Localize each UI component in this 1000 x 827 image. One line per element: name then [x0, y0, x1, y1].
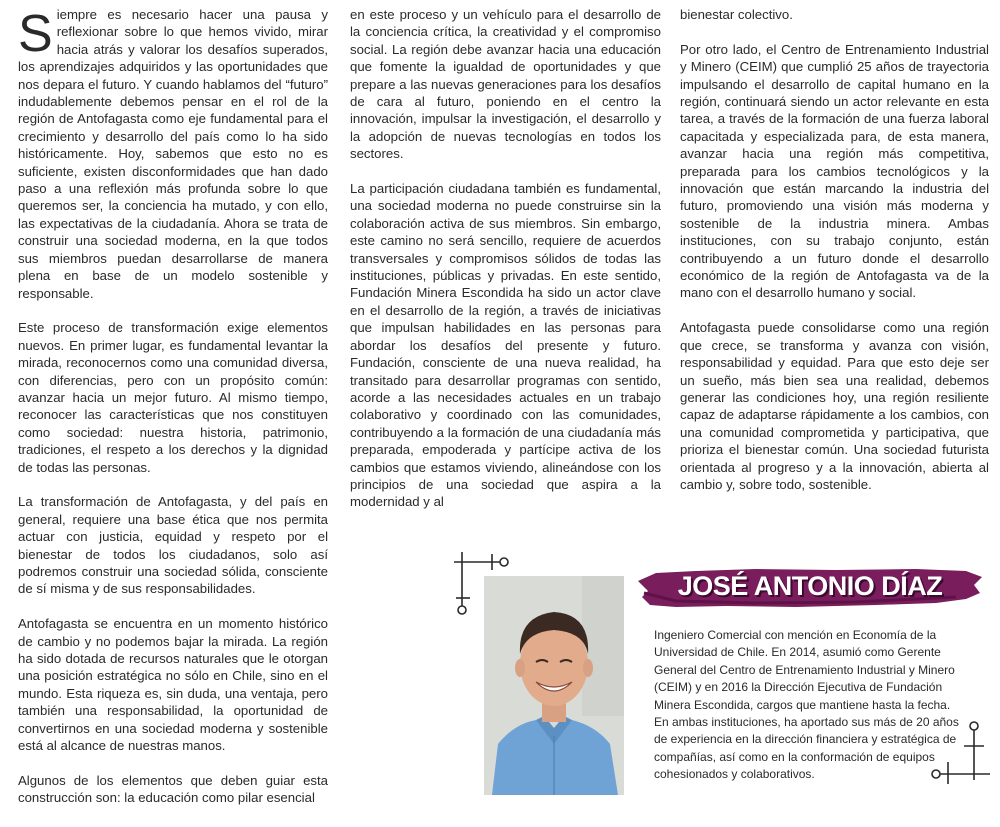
- ornament-bottom-right-icon: [930, 718, 992, 788]
- article-column-2: [350, 6, 661, 528]
- paragraph-9: Por otro lado, el Centro de Entrenamiento Industrial y Minero (CEIM) que cumplió 25 años de trayectoria impulsando el desarrollo de capital humano en la región, continuará siendo un actor relevante en esta tarea, a través de la formación de una fuerza laboral capacitada y especializada para, de esta manera, avanzar hacia una región más competitiva, preparada para los cambios tecnológicos y la innovación que están marcando la industria del futuro, promoviendo una visión más moderna y sostenible de la industria minera. Ambas instituciones, con su trabajo conjunto, están contribuyendo a un futuro donde el desarrollo económico de la región de Antofagasta va de la mano con el desarrollo humano y social.: [680, 41, 989, 301]
- author-photo: [484, 576, 624, 795]
- paragraph-1: [18, 6, 328, 302]
- paragraph-10: Antofagasta puede consolidarse como una región que crece, se transforma y avanza con visión, responsabilidad y equidad. Para que esto deje ser un sueño, más bien sea una realidad, debemos generar las condiciones hoy, una región resiliente capaz de adaptarse rápidamente a los cambios, con una comunidad comprometida y participativa, que prioriza el bienestar común. Una sociedad futurista orientada al progreso y a la innovación, abierta al cambio y, sobre todo, sostenible.: [680, 320, 989, 492]
- paragraph-5: Algunos de los elementos que deben guiar esta construcción son: la educación como pilar esencial: [18, 772, 328, 806]
- paragraph-8: bienestar colectivo.: [680, 7, 793, 22]
- author-portrait-icon: [484, 576, 624, 795]
- paragraph-1-text: iempre es necesario hacer una pausa y reflexionar sobre lo que hemos vivido, mirar hacia atrás y valorar los desafíos superados, los aprendizajes adquiridos y las oportunidades que nos depara el futuro. Y cuando hablamos del “futuro” indudablemente debemos pensar en el rol de la región de Antofagasta como eje fundamental para el crecimiento y desarrollo del país como lo ha sido históricamente. Hoy, sabemos que esto no es suficiente, existen disconformidades que han dado paso a una reflexión más profunda sobre lo que queremos ser, la conciencia ha mutado, y con ello, las expectativas de la ciudadanía. Ahora se trata de construir una sociedad moderna, en la que todos sus miembros puedan desarrollarse de manera plena en base de un modelo sostenible y responsable.: [18, 7, 328, 301]
- paragraph-4: Antofagasta se encuentra en un momento histórico de cambio y no podemos bajar la mirada. La región ha sido dotada de recursos naturales que le otorgan una posición estratégica no sólo en Chile, sino en el mundo. Esta riqueza es, sin duda, una ventaja, pero también una responsabilidad, la oportunidad de convertirnos en una sociedad moderna y sostenible está al alcance de nuestras manos.: [18, 616, 328, 754]
- paragraph-7: La participación ciudadana también es fundamental, una sociedad moderna no puede construirse sin la colaboración activa de sus miembros. Sin embargo, este camino no será sencillo, requiere de acuerdos transversales y compromisos sólidos de todas las instituciones, públicas y privadas. En este sentido, Fundación Minera Escondida ha sido un actor clave en el desarrollo de la región, a través de iniciativas que impulsan habilidades en las personas para abordar los desafíos del presente y futuro. Fundación, consciente de una nueva realidad, ha transitado para desarrollar programas con sentido, acorde a las necesidades actuales en un trabajo colaborativo y coordinado con las comunidades, contribuyendo a la formación de una ciudadanía más preparada, empoderada y partícipe activa de los cambios que estamos viviendo, alineándose con los principios de una sociedad que aspira a la modernidad y al: [350, 181, 661, 510]
- author-name: JOSÉ ANTONIO DÍAZ: [677, 570, 943, 601]
- paragraph-3: La transformación de Antofagasta, y del país en general, requiere una base ética que nos permita actuar con justicia, equidad y respeto por el bienestar de todos los ciudadanos, solo así podremos construir una sociedad sólida, consciente de sí misma y de sus responsabilidades.: [18, 494, 328, 597]
- paragraph-2: Este proceso de transformación exige elementos nuevos. En primer lugar, es fundamental levantar la mirada, reconocernos como una comunidad diversa, con diferencias, pero con un propósito común: avanzar hacia un mejor futuro. Al mismo tiempo, reconocer las características que nos constituyen como sociedad: nuestra historia, patrimonio, tradiciones, el respeto a los derechos y la dignidad de todas las personas.: [18, 320, 328, 475]
- author-bio: Ingeniero Comercial con mención en Economía de la Universidad de Chile. En 2014, asumió como Gerente General del Centro de Entrenamiento Industrial y Minero (CEIM) y en 2016 la Dirección Ejecutiva de Fundación Minera Escondida, cargos que mantiene hasta la fecha. En ambas instituciones, ha aportado sus más de 20 años de experiencia en la dirección financiera y estratégica de compañías, así como en la conformación de equipos cohesionados y colaborativos.: [654, 628, 959, 782]
- paragraph-6: en este proceso y un vehículo para el desarrollo de la conciencia crítica, la creatividad y el compromiso social. La región debe avanzar hacia una educación que fomente la igualdad de oportunidades y que prepare a las nuevas generaciones para los desafíos de cara al futuro, poniendo en el centro la innovación, impulsar la investigación, el desarrollo y la adopción de nuevas tecnologías en todos los sectores.: [350, 7, 661, 162]
- article-column-1: [18, 6, 328, 824]
- drop-cap: S: [18, 5, 53, 63]
- article-column-3: [680, 6, 989, 511]
